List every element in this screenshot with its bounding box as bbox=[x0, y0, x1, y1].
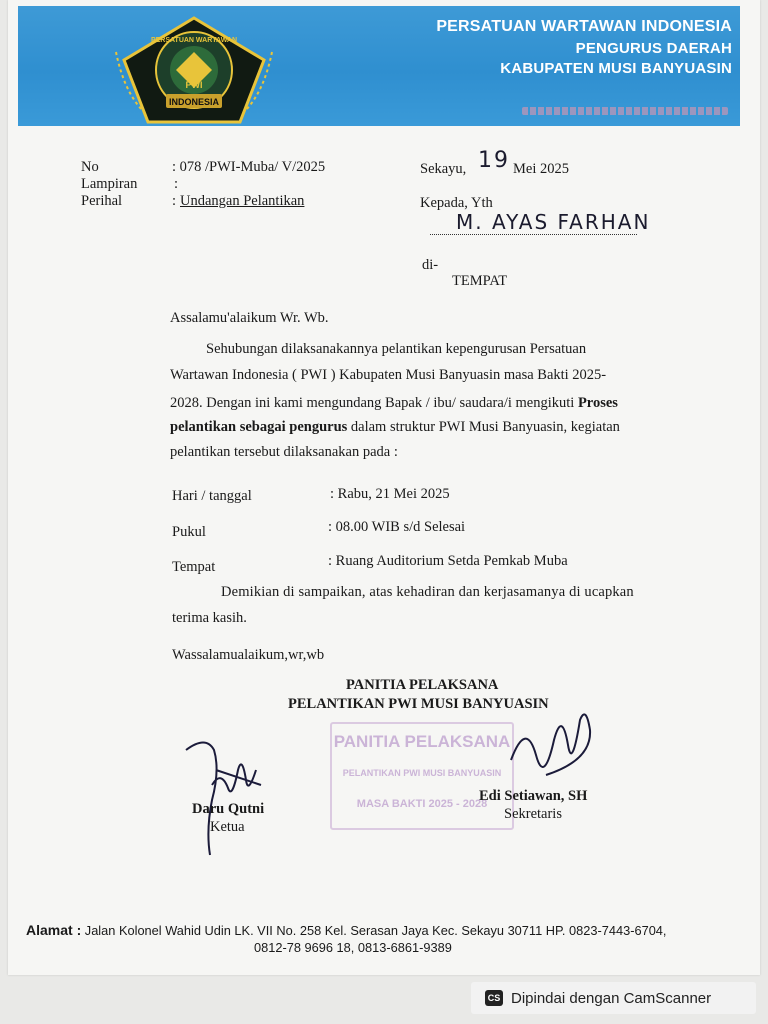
org-name: PERSATUAN WARTAWAN INDONESIA bbox=[436, 18, 732, 35]
detail-value-pukul: : 08.00 WIB s/d Selesai bbox=[328, 519, 466, 535]
lampiran-value: : bbox=[174, 176, 179, 192]
recipient-dotted-line bbox=[430, 234, 637, 235]
committee-line2: PELANTIKAN PWI MUSI BANYUASIN bbox=[288, 696, 549, 712]
org-division: PENGURUS DAERAH bbox=[575, 40, 732, 57]
right-signer-name: Edi Setiawan, SH bbox=[479, 788, 588, 804]
detail-label-pukul: Pukul bbox=[172, 524, 206, 540]
camscanner-label: Dipindai dengan CamScanner bbox=[511, 989, 712, 1007]
detail-label-hari: Hari / tanggal bbox=[172, 488, 252, 504]
date-prefix: Sekayu, bbox=[420, 161, 467, 177]
stamp-line1: PANITIA PELAKSANA bbox=[333, 732, 511, 751]
paragraph-line: pelantikan tersebut dilaksanakan pada : bbox=[170, 444, 398, 460]
recipient-name-handwritten: M. AYAS FARHAN bbox=[456, 210, 651, 234]
committee-line1: PANITIA PELAKSANA bbox=[346, 677, 499, 693]
greeting: Assalamu'alaikum Wr. Wb. bbox=[170, 310, 329, 326]
paragraph-bold-text: pelantikan sebagai pengurus bbox=[170, 419, 348, 435]
pwi-logo-icon bbox=[114, 12, 274, 127]
paragraph-text: 2028. Dengan ini kami mengundang Bapak / ibu/ saudara/i mengikuti bbox=[170, 395, 575, 411]
alamat-label: Alamat : bbox=[26, 922, 82, 938]
camscanner-badge bbox=[471, 982, 756, 1014]
di-label: di- bbox=[422, 257, 439, 273]
salam: Wassalamualaikum,wr,wb bbox=[172, 647, 325, 663]
detail-value-tempat: : Ruang Auditorium Setda Pemkab Muba bbox=[328, 553, 568, 569]
header-faint-line bbox=[522, 107, 728, 115]
lampiran-label: Lampiran bbox=[81, 176, 138, 192]
date-day-handwritten: 19 bbox=[478, 148, 510, 173]
footer-address-line1 bbox=[26, 922, 666, 938]
detail-label-tempat: Tempat bbox=[172, 559, 216, 575]
letter-page bbox=[8, 0, 760, 975]
paragraph-line bbox=[170, 396, 618, 411]
committee-stamp bbox=[330, 722, 514, 830]
date-suffix: Mei 2025 bbox=[513, 161, 569, 177]
logo-bottom-text: INDONESIA bbox=[168, 97, 220, 107]
left-signer-role: Ketua bbox=[210, 819, 245, 835]
no-value: : 078 /PWI-Muba/ V/2025 bbox=[172, 159, 326, 175]
footer-address-line2: 0812-78 9696 18, 0813-6861-9389 bbox=[254, 940, 452, 955]
left-signature-icon bbox=[176, 730, 266, 860]
org-region: KABUPATEN MUSI BANYUASIN bbox=[500, 60, 732, 77]
perihal-value: Undangan Pelantikan bbox=[180, 193, 305, 209]
perihal-colon: : bbox=[172, 193, 177, 209]
no-label: No bbox=[81, 159, 99, 175]
kepada-label: Kepada, Yth bbox=[420, 195, 493, 211]
perihal-label: Perihal bbox=[81, 193, 123, 209]
paragraph-bold-text: Proses bbox=[577, 395, 618, 411]
camscanner-icon: CS bbox=[485, 990, 503, 1006]
paragraph-line bbox=[170, 420, 620, 435]
left-signer-name: Daru Qutni bbox=[192, 801, 265, 817]
right-signer-role: Sekretaris bbox=[504, 806, 562, 822]
tempat-label: TEMPAT bbox=[452, 273, 508, 289]
logo-top-text: PERSATUAN WARTAWAN bbox=[150, 37, 238, 44]
closing-line: Demikian di sampaikan, atas kehadiran dan kerjasamanya di ucapkan bbox=[221, 584, 634, 600]
logo-mid-text: PWI bbox=[185, 80, 203, 90]
paragraph-line: Wartawan Indonesia ( PWI ) Kabupaten Musi Banyuasin masa Bakti 2025- bbox=[170, 367, 607, 383]
paragraph-line: Sehubungan dilaksanakannya pelantikan kepengurusan Persatuan bbox=[206, 341, 587, 357]
stamp-line2: PELANTIKAN PWI MUSI BANYUASIN bbox=[342, 768, 502, 778]
stamp-line3: MASA BAKTI 2025 - 2028 bbox=[356, 798, 488, 810]
right-signature-icon bbox=[506, 700, 596, 800]
letterhead-band bbox=[18, 6, 740, 126]
detail-value-hari: : Rabu, 21 Mei 2025 bbox=[330, 486, 450, 502]
paragraph-text: dalam struktur PWI Musi Banyuasin, kegiatan bbox=[350, 419, 620, 435]
address-text: Jalan Kolonel Wahid Udin LK. VII No. 258 Kel. Serasan Jaya Kec. Sekayu 30711 HP. 0823-7443-6704, bbox=[84, 923, 667, 938]
closing-line: terima kasih. bbox=[172, 610, 247, 626]
